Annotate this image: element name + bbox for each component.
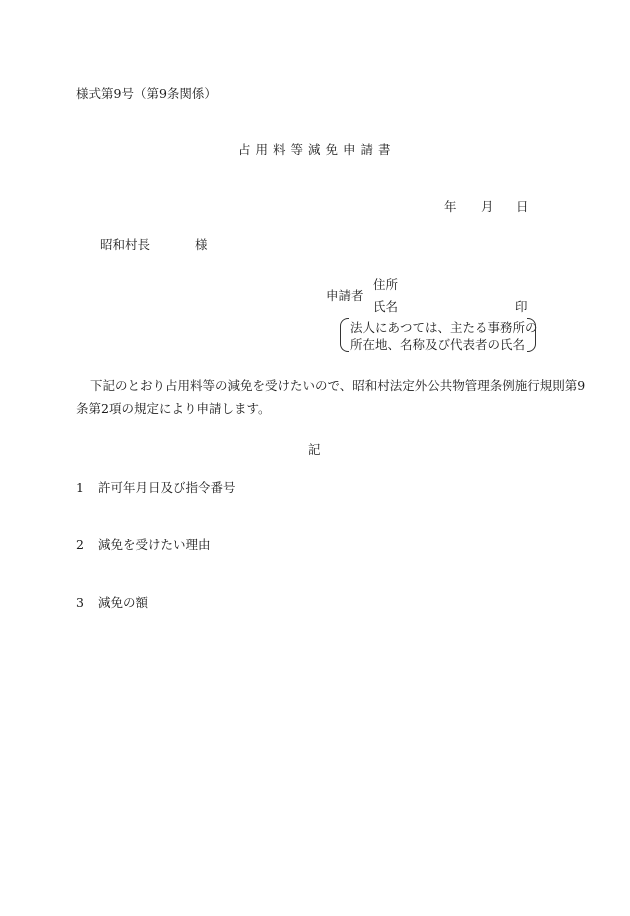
record-heading: 記 [308,442,321,457]
item-label: 減免を受けたい理由 [97,537,211,552]
address-label: 住所 [373,277,399,292]
item-number: 2 [76,537,84,552]
body-text-line-2: 条第2項の規定により申請します。 [76,401,271,416]
item-number: 3 [76,595,84,610]
date-month-label: 月 [481,199,494,214]
date-year-label: 年 [444,199,457,214]
seal-label: 印 [515,299,528,314]
recipient-honorific: 様 [195,237,208,252]
list-item [76,593,148,611]
body-text-line-1: 下記のとおり占用料等の減免を受けたいので、昭和村法定外公共物管理条例施行規則第9 [90,378,586,393]
document-title: 占用料等減免申請書 [238,142,396,157]
name-label: 氏名 [373,299,399,314]
form-number: 様式第9号（第9条関係） [76,86,217,101]
list-item [76,535,211,553]
applicant-label: 申請者 [326,288,364,303]
right-parenthesis [527,318,536,352]
recipient-name: 昭和村長 [100,237,151,252]
item-label: 許可年月日及び指令番号 [97,480,236,495]
item-label: 減免の額 [97,595,148,610]
corporate-note-line-2: 所在地、名称及び代表者の氏名 [350,337,526,352]
corporate-note [340,318,536,352]
list-item [76,478,236,496]
date-day-label: 日 [516,199,529,214]
item-number: 1 [76,480,84,495]
corporate-note-line-1: 法人にあつては、主たる事務所の [350,320,538,335]
left-parenthesis [340,318,349,352]
